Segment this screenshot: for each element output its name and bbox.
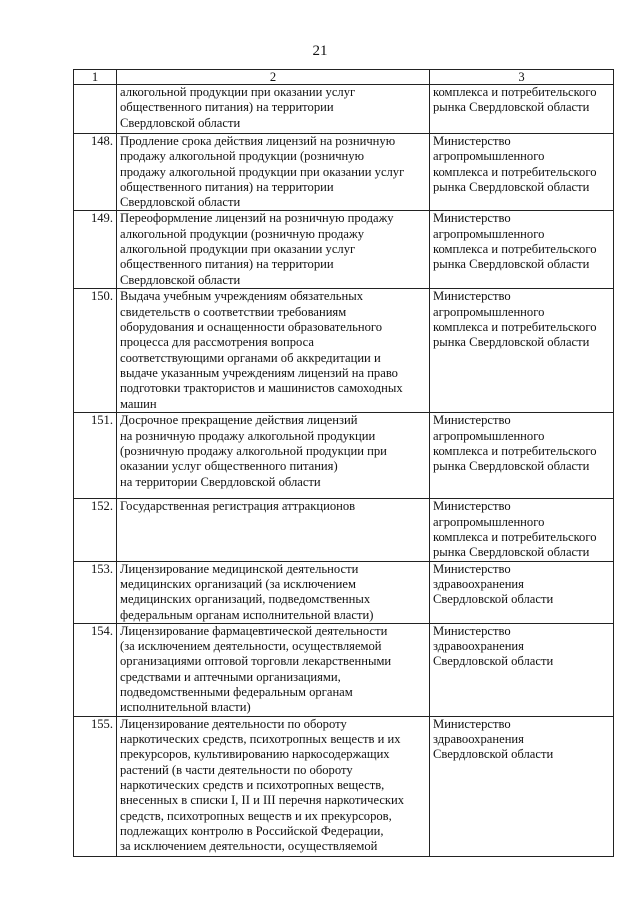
responsible-body-line: рынка Свердловской области bbox=[433, 335, 590, 350]
table-row bbox=[74, 85, 614, 134]
table-header-row bbox=[74, 70, 614, 85]
service-name-line: средств, психотропных веществ и их прекурсоров, bbox=[120, 808, 392, 823]
row-number: 150. bbox=[74, 289, 117, 413]
responsible-body bbox=[430, 85, 614, 134]
service-name-line: Продление срока действия лицензий на розничную bbox=[120, 134, 396, 148]
service-name-line: (за исключением деятельности, осуществляемой bbox=[120, 639, 382, 654]
services-table bbox=[73, 69, 614, 857]
responsible-body bbox=[430, 413, 614, 499]
service-name-line: оказании услуг общественного питания) bbox=[120, 459, 338, 474]
service-name-line: оборудования и оснащенности образовательного bbox=[120, 320, 383, 335]
responsible-body bbox=[430, 499, 614, 561]
service-name-line: Переоформление лицензий на розничную продажу bbox=[120, 211, 394, 226]
row-number: 154. bbox=[74, 623, 117, 716]
service-name-line: прекурсоров, культивированию наркосодержащих bbox=[120, 747, 390, 762]
service-name-line: Лицензирование медицинской деятельности bbox=[120, 561, 359, 576]
responsible-body-line: здравоохранения bbox=[433, 639, 524, 654]
service-name-line: продажу алкогольной продукции (розничную bbox=[120, 149, 364, 164]
table-row bbox=[74, 561, 614, 623]
header-col-3: 3 bbox=[430, 70, 614, 85]
service-name-line: алкогольной продукции (розничную продажу bbox=[120, 226, 364, 241]
service-name-line: Лицензирование фармацевтической деятельности bbox=[120, 623, 388, 638]
service-name bbox=[117, 561, 430, 623]
service-name bbox=[117, 413, 430, 499]
service-name-line: свидетельств о соответствии требованиям bbox=[120, 304, 347, 319]
table-row bbox=[74, 716, 614, 856]
service-name-line: наркотических средств, психотропных веществ и их bbox=[120, 732, 401, 747]
service-name-line: Свердловской области bbox=[120, 115, 241, 130]
service-name-line: выдаче указанным учреждениям лицензий на право bbox=[120, 365, 398, 380]
responsible-body-line: комплекса и потребительского bbox=[433, 85, 597, 99]
responsible-body-line: рынка Свердловской области bbox=[433, 545, 590, 560]
service-name-line: (розничную продажу алкогольной продукции при bbox=[120, 444, 387, 459]
service-name-line: на розничную продажу алкогольной продукции bbox=[120, 428, 376, 443]
header-col-1: 1 bbox=[74, 70, 117, 85]
service-name-line: общественного питания) на территории bbox=[120, 100, 334, 115]
responsible-body-line: Министерство bbox=[433, 499, 511, 514]
service-name-line: алкогольной продукции при оказании услуг bbox=[120, 242, 356, 257]
responsible-body-line: Министерство bbox=[433, 623, 511, 638]
service-name bbox=[117, 499, 430, 561]
responsible-body-line: рынка Свердловской области bbox=[433, 459, 590, 474]
responsible-body-line: комплекса и потребительского bbox=[433, 242, 597, 257]
header-col-2: 2 bbox=[117, 70, 430, 85]
responsible-body bbox=[430, 623, 614, 716]
row-number: 151. bbox=[74, 413, 117, 499]
page-number: 21 bbox=[312, 43, 328, 59]
row-number: 152. bbox=[74, 499, 117, 561]
service-name-line: Досрочное прекращение действия лицензий bbox=[120, 413, 358, 428]
responsible-body-line: Свердловской области bbox=[433, 747, 554, 762]
table-row bbox=[74, 289, 614, 413]
responsible-body-line: агропромышленного bbox=[433, 514, 545, 529]
service-name-line: на территории Свердловской области bbox=[120, 474, 321, 489]
service-name-line: Свердловской области bbox=[120, 272, 241, 287]
service-name-line: средствами и аптечными организациями, bbox=[120, 669, 341, 684]
responsible-body bbox=[430, 716, 614, 856]
responsible-body-line: комплекса и потребительского bbox=[433, 320, 597, 335]
service-name bbox=[117, 134, 430, 211]
responsible-body-line: Министерство bbox=[433, 211, 511, 226]
service-name-line: исполнительной власти) bbox=[120, 700, 251, 715]
service-name-line: Государственная регистрация аттракционов bbox=[120, 499, 356, 514]
responsible-body bbox=[430, 211, 614, 289]
service-name-line: организациями оптовой торговли лекарственными bbox=[120, 654, 392, 669]
table-row bbox=[74, 499, 614, 561]
responsible-body-line: Свердловской области bbox=[433, 592, 554, 607]
service-name-line: подведомственными федеральным органам bbox=[120, 685, 353, 700]
responsible-body-line: здравоохранения bbox=[433, 576, 524, 591]
responsible-body-line: агропромышленного bbox=[433, 149, 545, 164]
service-name-line: алкогольной продукции при оказании услуг bbox=[120, 85, 356, 99]
service-name-line: машин bbox=[120, 396, 157, 411]
responsible-body-line: Министерство bbox=[433, 134, 511, 148]
service-name-line: общественного питания) на территории bbox=[120, 257, 334, 272]
service-name-line: Лицензирование деятельности по обороту bbox=[120, 716, 347, 731]
service-name bbox=[117, 623, 430, 716]
row-number bbox=[74, 85, 117, 134]
service-name-line: Свердловской области bbox=[120, 195, 241, 210]
responsible-body-line: здравоохранения bbox=[433, 732, 524, 747]
service-name-line: продажу алкогольной продукции при оказании услуг bbox=[120, 164, 405, 179]
responsible-body-line: комплекса и потребительского bbox=[433, 164, 597, 179]
service-name bbox=[117, 289, 430, 413]
responsible-body-line: Министерство bbox=[433, 289, 511, 304]
row-number: 153. bbox=[74, 561, 117, 623]
responsible-body-line: агропромышленного bbox=[433, 226, 545, 241]
service-name-line: Выдача учебным учреждениям обязательных bbox=[120, 289, 364, 304]
responsible-body-line: Министерство bbox=[433, 716, 511, 731]
row-number: 149. bbox=[74, 211, 117, 289]
responsible-body-line: комплекса и потребительского bbox=[433, 444, 597, 459]
row-number: 148. bbox=[74, 134, 117, 211]
row-number: 155. bbox=[74, 716, 117, 856]
service-name-line: за исключением деятельности, осуществляемой bbox=[120, 839, 378, 854]
responsible-body-line: агропромышленного bbox=[433, 304, 545, 319]
table-row bbox=[74, 413, 614, 499]
service-name-line: общественного питания) на территории bbox=[120, 179, 334, 194]
service-name bbox=[117, 211, 430, 289]
responsible-body bbox=[430, 289, 614, 413]
responsible-body-line: рынка Свердловской области bbox=[433, 100, 590, 115]
table-row bbox=[74, 623, 614, 716]
responsible-body-line: Министерство bbox=[433, 413, 511, 428]
service-name bbox=[117, 716, 430, 856]
responsible-body-line: рынка Свердловской области bbox=[433, 257, 590, 272]
responsible-body bbox=[430, 561, 614, 623]
service-name-line: медицинских организаций (за исключением bbox=[120, 576, 356, 591]
service-name-line: внесенных в списки I, II и III перечня наркотических bbox=[120, 793, 405, 808]
service-name bbox=[117, 85, 430, 134]
service-name-line: подготовки трактористов и машинистов самоходных bbox=[120, 381, 403, 396]
service-name-line: соответствующими органами об аккредитации и bbox=[120, 350, 381, 365]
table-row bbox=[74, 211, 614, 289]
service-name-line: растений (в части деятельности по обороту bbox=[120, 762, 353, 777]
responsible-body-line: комплекса и потребительского bbox=[433, 530, 597, 545]
service-name-line: медицинских организаций, подведомственных bbox=[120, 592, 371, 607]
service-name-line: процесса для рассмотрения вопроса bbox=[120, 335, 314, 350]
responsible-body-line: рынка Свердловской области bbox=[433, 179, 590, 194]
responsible-body bbox=[430, 134, 614, 211]
responsible-body-line: Министерство bbox=[433, 561, 511, 576]
table-row bbox=[74, 134, 614, 211]
responsible-body-line: агропромышленного bbox=[433, 428, 545, 443]
service-name-line: подлежащих контролю в Российской Федерации, bbox=[120, 823, 384, 838]
responsible-body-line: Свердловской области bbox=[433, 654, 554, 669]
service-name-line: наркотических средств и психотропных веществ, bbox=[120, 778, 385, 793]
service-name-line: федеральным органам исполнительной власти) bbox=[120, 607, 374, 622]
